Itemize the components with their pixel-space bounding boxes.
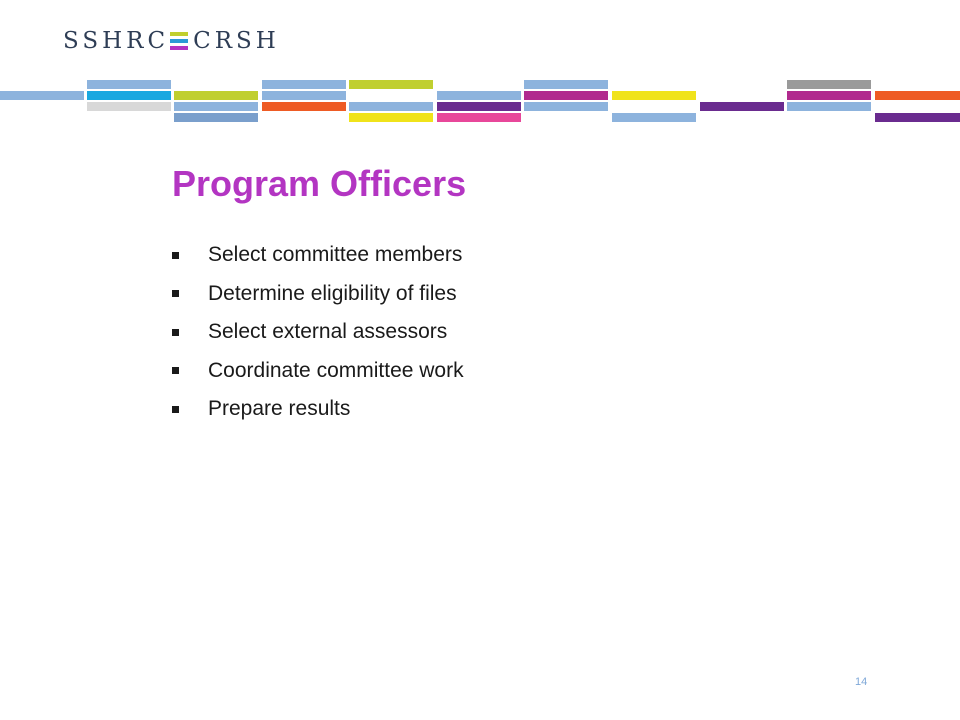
bullet-item — [172, 275, 464, 314]
band-segment — [612, 91, 696, 100]
decorative-color-band — [0, 0, 960, 130]
sshrc-crsh-logo — [63, 28, 280, 54]
band-segment — [612, 113, 696, 122]
bullet-list — [172, 236, 464, 429]
band-segment — [87, 80, 171, 89]
band-segment — [174, 113, 258, 122]
band-segment — [174, 102, 258, 111]
band-segment — [787, 91, 871, 100]
square-bullet-icon — [172, 252, 179, 259]
slide-title: Program Officers — [172, 163, 467, 204]
band-segment — [174, 91, 258, 100]
bullet-text: Select external assessors — [208, 320, 448, 344]
page-number: 14 — [855, 676, 868, 688]
band-segment — [524, 102, 608, 111]
square-bullet-icon — [172, 367, 179, 374]
bullet-text: Prepare results — [208, 397, 351, 421]
square-bullet-icon — [172, 290, 179, 297]
band-segment — [524, 80, 608, 89]
band-segment — [875, 91, 960, 100]
band-segment — [349, 80, 433, 89]
band-segment — [349, 102, 433, 111]
square-bullet-icon — [172, 329, 179, 336]
band-segment — [262, 80, 346, 89]
band-segment — [437, 113, 521, 122]
band-segment — [87, 91, 171, 100]
band-segment — [787, 80, 871, 89]
square-bullet-icon — [172, 406, 179, 413]
band-segment — [349, 113, 433, 122]
band-segment — [87, 102, 171, 111]
bullet-item — [172, 390, 464, 429]
band-segment — [524, 91, 608, 100]
bullet-text: Determine eligibility of files — [208, 281, 457, 305]
band-segment — [787, 102, 871, 111]
band-segment — [262, 102, 346, 111]
bullet-item — [172, 236, 464, 275]
bullet-item — [172, 313, 464, 352]
band-segment — [875, 113, 960, 122]
band-segment — [700, 102, 784, 111]
bullet-text: Coordinate committee work — [208, 358, 464, 382]
logo-mark-bar-2 — [170, 39, 188, 43]
logo-text-sshrc: SSHRC — [63, 28, 170, 54]
bullet-text: Select committee members — [208, 243, 463, 267]
logo-mark-icon — [170, 32, 188, 50]
band-segment — [262, 91, 346, 100]
band-segment — [437, 102, 521, 111]
bullet-item — [172, 352, 464, 391]
logo-text-crsh: CRSH — [193, 28, 280, 54]
band-segment — [0, 91, 84, 100]
band-segment — [437, 91, 521, 100]
logo-mark-bar-1 — [170, 32, 188, 36]
logo-mark-bar-3 — [170, 46, 188, 50]
